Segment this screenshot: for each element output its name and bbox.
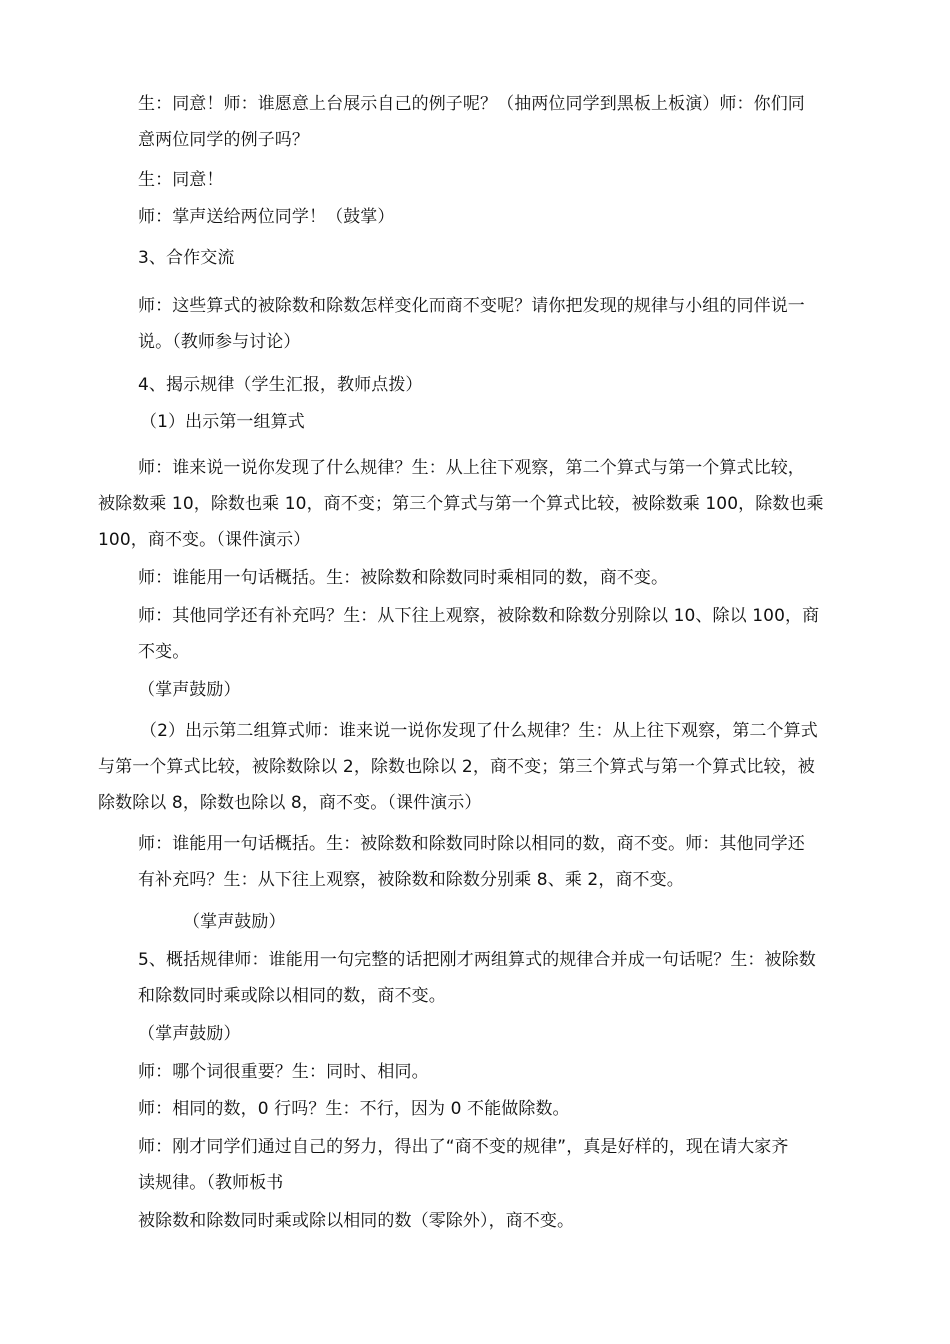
text-line: 被除数乘 10，除数也乘 10，商不变；第三个算式与第一个算式比较，被除数乘 100，除数也乘: [98, 494, 824, 514]
text-line: 生：同意！: [138, 170, 224, 190]
text-line: 3、合作交流: [138, 248, 235, 268]
text-line: 被除数和除数同时乘或除以相同的数（零除外），商不变。: [138, 1211, 575, 1231]
text-line: 师：哪个词很重要？生：同时、相同。: [138, 1062, 429, 1082]
paragraph-3: [138, 199, 395, 235]
text-line: 4、揭示规律（学生汇报，教师点拨）: [138, 375, 423, 395]
text-line: 有补充吗？生：从下往上观察，被除数和除数分别乘 8、乘 2，商不变。: [138, 870, 684, 890]
paragraph-12: [98, 713, 818, 821]
text-line: 与第一个算式比较，被除数除以 2，除数也除以 2，商不变；第三个算式与第一个算式比较，被: [98, 757, 815, 777]
subheading-1: [140, 404, 305, 440]
paragraph-14: [183, 904, 286, 940]
text-line: 生：同意！师：谁愿意上台展示自己的例子呢？（抽两位同学到黑板上板演）师：你们同: [138, 94, 805, 114]
paragraph-18: [138, 1091, 570, 1127]
text-line: 师：谁能用一句话概括。生：被除数和除数同时除以相同的数，商不变。师：其他同学还: [138, 834, 805, 854]
text-line: （2）出示第二组算式师：谁来说一说你发现了什么规律？生：从上往下观察，第二个算式: [140, 721, 818, 741]
text-line: （掌声鼓励）: [183, 912, 286, 932]
text-line: 师：相同的数，0 行吗？生：不行，因为 0 不能做除数。: [138, 1099, 570, 1119]
text-line: （掌声鼓励）: [138, 680, 241, 700]
paragraph-19: [138, 1129, 789, 1201]
paragraph-1: [138, 86, 805, 158]
text-line: 100，商不变。（课件演示）: [98, 530, 311, 550]
paragraph-16: [138, 1016, 241, 1052]
text-line: 师：其他同学还有补充吗？生：从下往上观察，被除数和除数分别除以 10、除以 100，商: [138, 606, 820, 626]
text-line: 除数除以 8，除数也除以 8，商不变。（课件演示）: [98, 793, 482, 813]
paragraph-20: [138, 1203, 574, 1239]
text-line: 师：谁能用一句话概括。生：被除数和除数同时乘相同的数，商不变。: [138, 568, 669, 588]
text-line: 师：这些算式的被除数和除数怎样变化而商不变呢？请你把发现的规律与小组的同伴说一: [138, 296, 805, 316]
paragraph-5: [138, 288, 805, 360]
section-heading-3: [138, 240, 234, 276]
text-line: 不变。: [138, 642, 190, 662]
text-line: 5、概括规律师：谁能用一句完整的话把刚才两组算式的规律合并成一句话呢？生：被除数: [138, 950, 816, 970]
paragraph-10: [138, 598, 819, 670]
text-line: 师：刚才同学们通过自己的努力，得出了“商不变的规律”，真是好样的，现在请大家齐: [138, 1137, 789, 1157]
text-line: 师：掌声送给两位同学！（鼓掌）: [138, 207, 395, 227]
paragraph-15: [138, 942, 816, 1014]
paragraph-8: [98, 450, 824, 558]
paragraph-13: [138, 826, 805, 898]
text-line: 说。（教师参与讨论）: [138, 332, 301, 352]
text-line: 师：谁来说一说你发现了什么规律？生：从上往下观察，第二个算式与第一个算式比较，: [138, 458, 805, 478]
text-line: 读规律。（教师板书: [138, 1173, 284, 1193]
text-line: 和除数同时乘或除以相同的数，商不变。: [138, 986, 446, 1006]
paragraph-2: [138, 162, 224, 198]
paragraph-17: [138, 1054, 429, 1090]
text-line: 意两位同学的例子吗？: [138, 130, 309, 150]
section-heading-4: [138, 367, 423, 403]
paragraph-9: [138, 560, 668, 596]
paragraph-11: [138, 672, 241, 708]
text-line: （1）出示第一组算式: [140, 412, 305, 432]
text-line: （掌声鼓励）: [138, 1024, 241, 1044]
